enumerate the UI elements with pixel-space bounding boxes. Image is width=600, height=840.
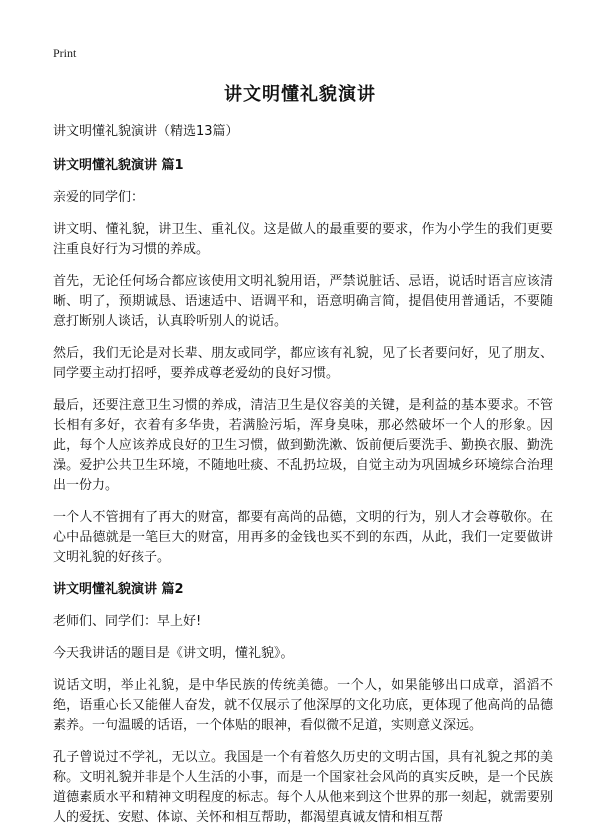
section-heading: 讲文明懂礼貌演讲 篇1 xyxy=(53,158,184,173)
paragraph: 一个人不管拥有了再大的财富，都要有高尚的品德，文明的行为，别人才会尊敬你。在心中品德就是一笔巨大的财富，用再多的金钱也买不到的东西，从此，我们一定要做讲文明礼貌的好孩子。 xyxy=(53,510,553,565)
paragraph: 今天我讲话的题目是《讲文明，懂礼貌》。 xyxy=(53,646,294,661)
document-subtitle: 讲文明懂礼貌演讲（精选13篇） xyxy=(53,124,239,139)
print-link[interactable]: Print xyxy=(53,46,77,60)
paragraph: 亲爱的同学们： xyxy=(53,190,145,205)
paragraph: 然后，我们无论是对长辈、朋友或同学，都应该有礼貌，见了长者要问好，见了朋友、同学要主动打招呼，要养成尊老爱幼的良好习惯。 xyxy=(53,346,553,381)
paragraph: 讲文明、懂礼貌，讲卫生、重礼仪。这是做人的最重要的要求，作为小学生的我们更要注重良好行为习惯的养成。 xyxy=(53,222,553,257)
document-content xyxy=(53,122,553,840)
paragraph: 孔子曾说过不学礼，无以立。我国是一个有着悠久历史的文明古国，具有礼貌之邦的美称。文明礼貌并非是个人生活的小事，而是一个国家社会风尚的真实反映，是一个民族道德素质水平和精神文明程度的标志。每个人从他来到这个世界的那一刻起，就需要别人的爱抚、安慰、体谅、关怀和相互帮助，都渴望真诚友情和相互帮 xyxy=(53,750,553,825)
paragraph: 老师们、同学们：早上好! xyxy=(53,614,202,629)
document-title: 讲文明懂礼貌演讲 xyxy=(224,84,376,105)
paragraph: 最后，还要注意卫生习惯的养成，清洁卫生是仪容美的关键，是利益的基本要求。不管长相有多好，衣着有多华贵，若满脸污垢，浑身臭味，那必然破坏一个人的形象。因此，每个人应该养成良好的卫生习惯，做到勤洗漱、饭前便后要洗手、勤换衣服、勤洗澡。爱护公共卫生环境，不随地吐痰、不乱扔垃圾，自觉主动为巩固城乡环境综合治理出一份力。 xyxy=(53,398,553,493)
paragraph: 首先，无论任何场合都应该使用文明礼貌用语，严禁说脏话、忌语，说话时语言应该清晰、明了，预期诚恳、语速适中、语调平和，语意明确言简，提倡使用普通话，不要随意打断别人谈话，认真聆听别人的说话。 xyxy=(53,274,553,329)
paragraph: 说话文明，举止礼貌，是中华民族的传统美德。一个人，如果能够出口成章，滔滔不绝，语重心长又能催人奋发，就不仅展示了他深厚的文化功底，更体现了他高尚的品德素养。一句温暖的话语，一个体贴的眼神，看似微不足道，实则意义深远。 xyxy=(53,678,553,733)
section-heading: 讲文明懂礼貌演讲 篇2 xyxy=(53,582,184,597)
